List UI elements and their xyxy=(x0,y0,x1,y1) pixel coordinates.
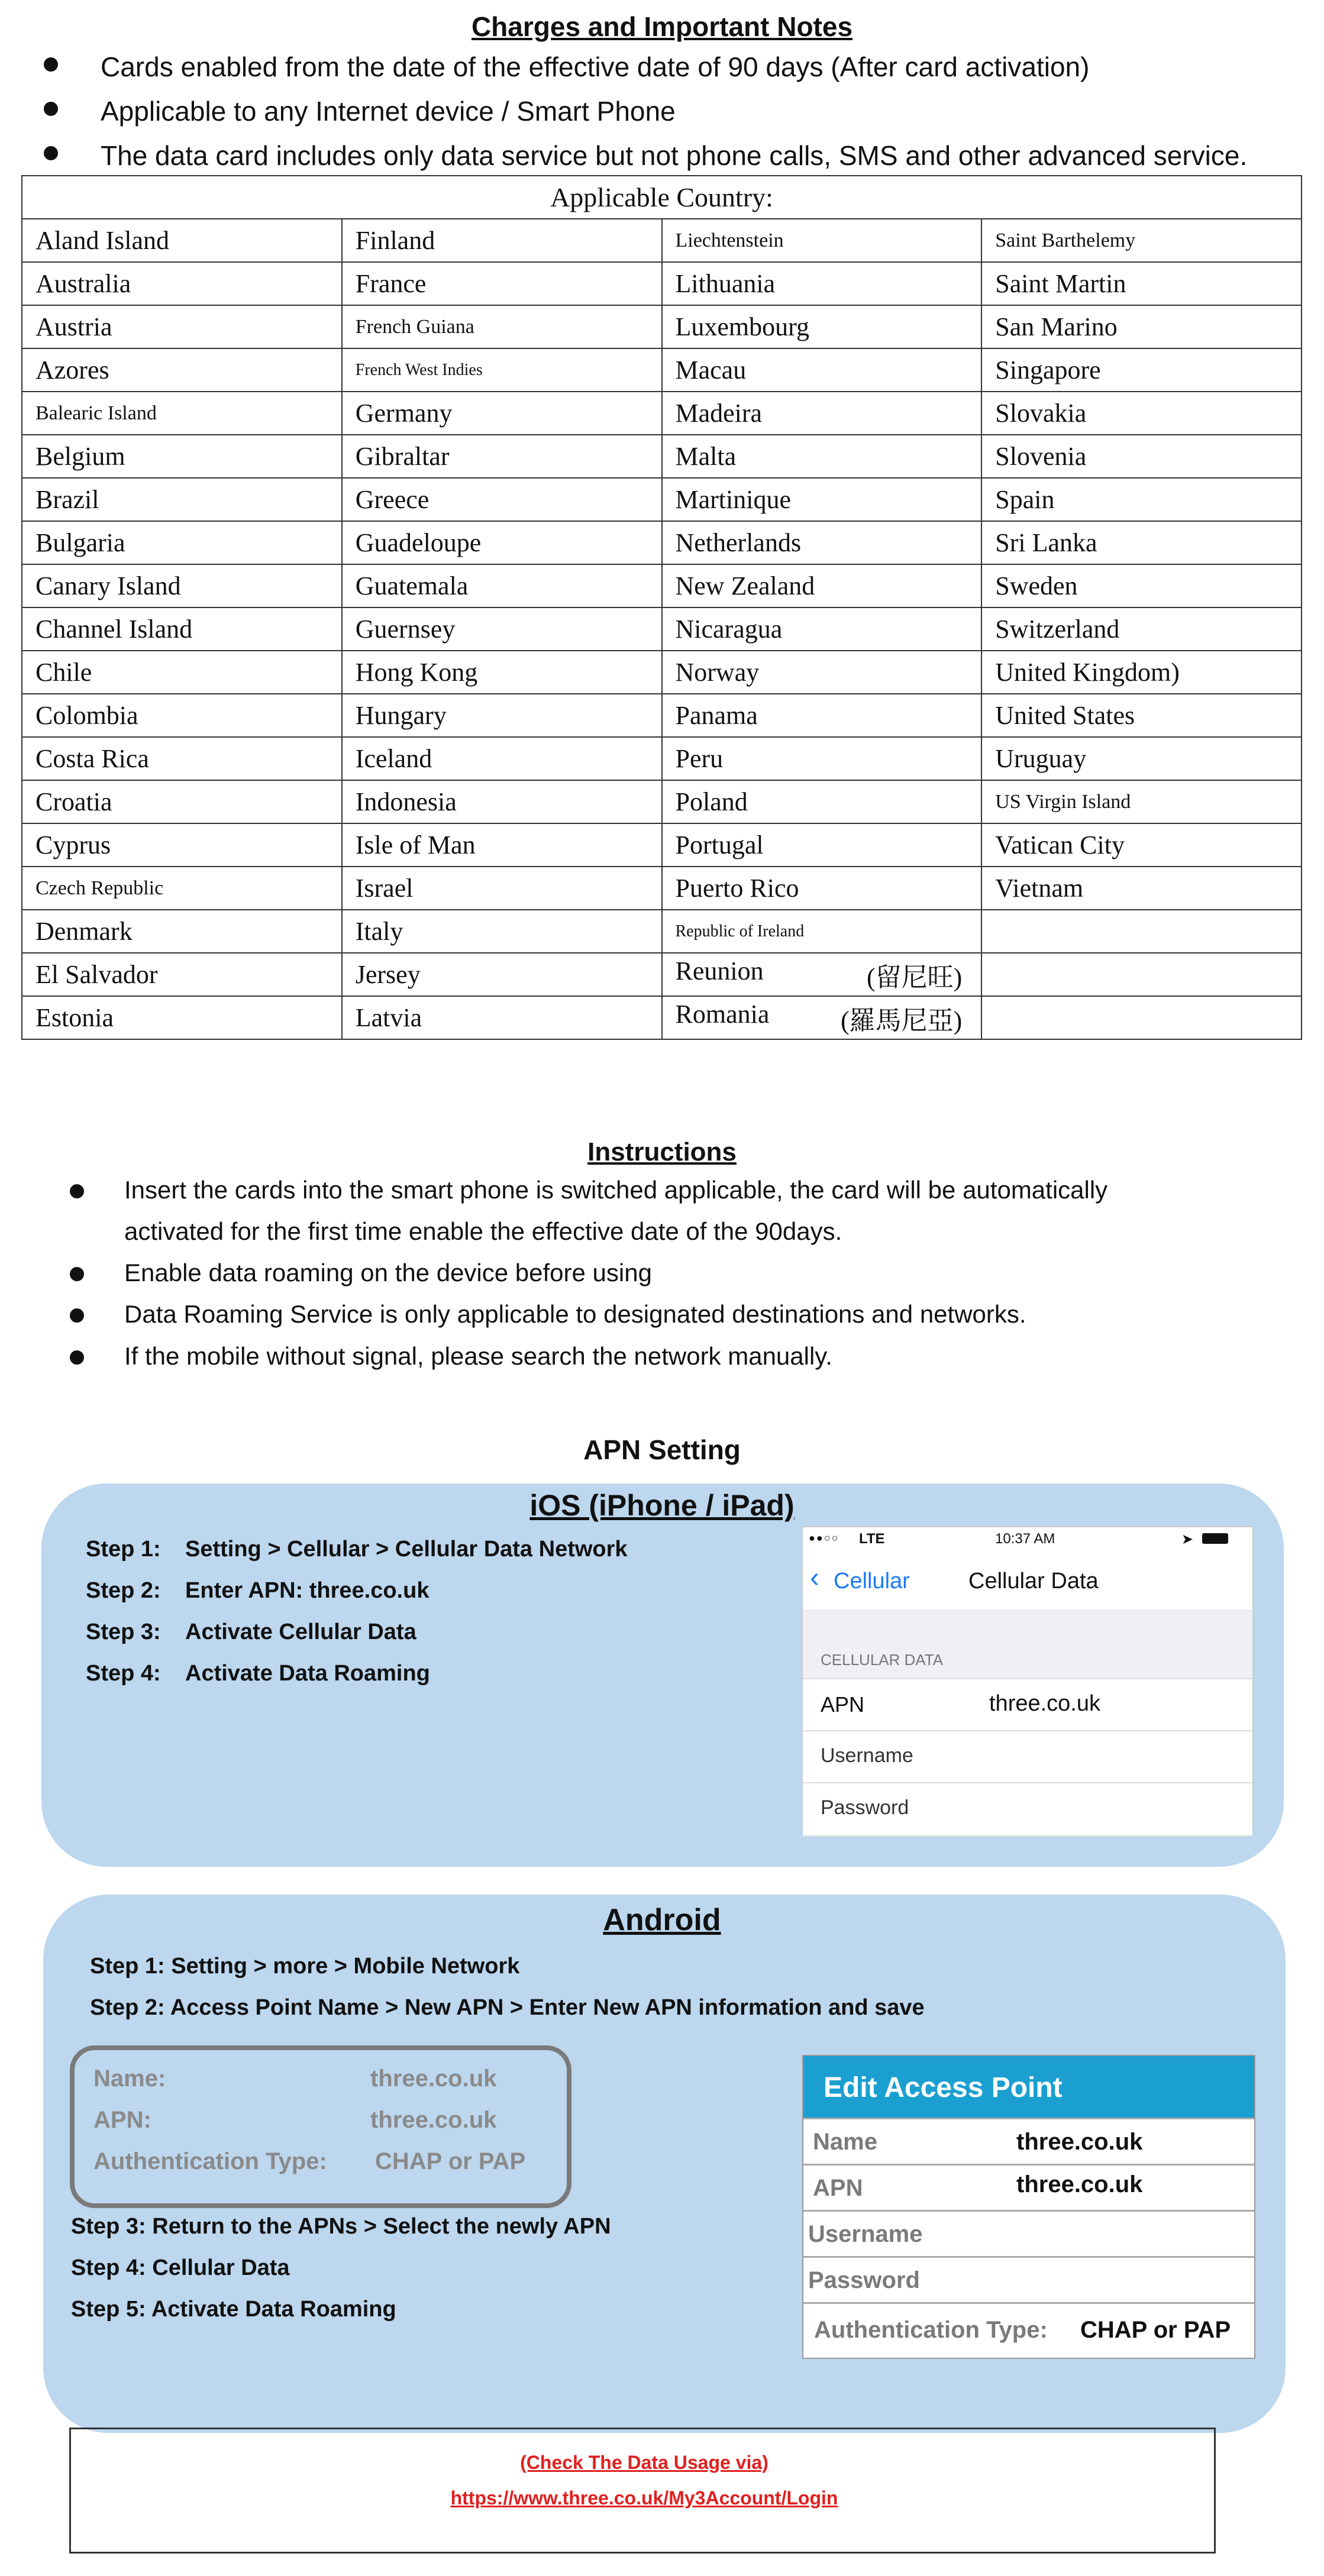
table-cell: Slovakia xyxy=(981,392,1302,435)
table-cell xyxy=(662,996,982,1039)
table-row xyxy=(22,521,1302,564)
table-cell: Luxembourg xyxy=(662,305,982,348)
data-usage-box xyxy=(69,2428,1216,2554)
step-text: Activate Data Roaming xyxy=(185,1661,430,1686)
table-cell: Brazil xyxy=(22,478,342,521)
table-row xyxy=(22,996,1302,1039)
table-cell: Colombia xyxy=(22,694,342,737)
android-step-3: Step 3: Return to the APNs > Select the newly APN xyxy=(71,2214,611,2239)
note-2: Applicable to any Internet device / Smart Phone xyxy=(101,96,676,127)
table-cell: Isle of Man xyxy=(342,823,662,867)
table-cell: El Salvador xyxy=(22,953,342,996)
android-title: Android xyxy=(603,1903,721,1937)
table-cell: Iceland xyxy=(342,737,662,780)
table-cell: Saint Martin xyxy=(981,262,1302,305)
ios-cellular-screenshot xyxy=(802,1526,1254,1830)
table-cell: Croatia xyxy=(22,780,342,823)
table-row xyxy=(22,305,1302,348)
table-cell: Guatemala xyxy=(342,564,662,607)
note-1: Cards enabled from the date of the effective date of 90 days (After card activation) xyxy=(101,51,1090,82)
table-row xyxy=(22,953,1302,996)
table-row xyxy=(22,392,1302,435)
country-name: Romania xyxy=(675,999,770,1029)
table-cell: Saint Barthelemy xyxy=(981,219,1302,262)
table-cell: Gibraltar xyxy=(342,435,662,478)
back-button[interactable]: Cellular xyxy=(834,1569,910,1594)
table-cell: Costa Rica xyxy=(22,737,342,780)
edit-name-label: Name xyxy=(813,2129,877,2155)
table-cell: New Zealand xyxy=(662,564,982,607)
bullet-icon xyxy=(70,1267,84,1281)
table-cell: Azores xyxy=(22,348,342,392)
edit-header-title: Edit Access Point xyxy=(824,2072,1063,2103)
table-cell: Guernsey xyxy=(342,607,662,651)
table-cell: United States xyxy=(981,694,1302,737)
table-row xyxy=(22,435,1302,478)
table-cell: Martinique xyxy=(662,478,982,521)
table-cell: Latvia xyxy=(342,996,662,1039)
country-table xyxy=(21,175,1302,1040)
table-row xyxy=(22,348,1302,392)
edit-auth-label: Authentication Type: xyxy=(814,2317,1048,2343)
table-cell: Austria xyxy=(22,305,342,348)
table-cell: Madeira xyxy=(662,392,982,435)
table-cell: Hungary xyxy=(342,694,662,737)
table-cell: France xyxy=(342,262,662,305)
table-cell xyxy=(662,953,982,996)
table-cell: Belgium xyxy=(22,435,342,478)
table-cell: Peru xyxy=(662,737,982,780)
carrier-label: LTE xyxy=(859,1531,885,1547)
charges-title: Charges and Important Notes xyxy=(471,11,853,42)
table-cell: Nicaragua xyxy=(662,607,982,651)
table-cell: French West Indies xyxy=(342,348,662,392)
table-cell: Aland Island xyxy=(22,219,342,262)
android-step-1: Step 1: Setting > more > Mobile Network xyxy=(90,1954,520,1979)
table-cell: Spain xyxy=(981,478,1302,521)
apn-title: APN Setting xyxy=(583,1434,741,1465)
bullet-icon xyxy=(70,1308,84,1323)
table-cell: Channel Island xyxy=(22,607,342,651)
edit-apn-row[interactable] xyxy=(803,2164,1254,2210)
table-cell: Panama xyxy=(662,694,982,737)
country-name: Reunion xyxy=(675,956,764,985)
bullet-icon xyxy=(44,57,58,72)
edit-auth-row[interactable] xyxy=(803,2302,1254,2357)
table-row xyxy=(22,867,1302,910)
table-cell: Macau xyxy=(662,348,982,392)
battery-icon xyxy=(1202,1533,1228,1544)
table-cell: Greece xyxy=(342,478,662,521)
edit-username-row[interactable] xyxy=(803,2210,1254,2256)
password-row[interactable] xyxy=(803,1782,1252,1837)
apn-info-box xyxy=(70,2045,571,2208)
table-cell: Vatican City xyxy=(981,823,1302,867)
country-cjk-name: (羅馬尼亞) xyxy=(840,1006,963,1035)
password-label: Password xyxy=(821,1796,909,1819)
bullet-icon xyxy=(70,1350,84,1365)
username-row[interactable] xyxy=(803,1730,1252,1783)
table-cell: Estonia xyxy=(22,996,342,1039)
table-row xyxy=(22,262,1302,305)
instruction-4: If the mobile without signal, please search the network manually. xyxy=(124,1342,832,1370)
edit-password-row[interactable] xyxy=(803,2256,1254,2302)
step-label: Step 3: xyxy=(86,1620,161,1644)
instruction-1-cont: activated for the first time enable the effective date of the 90days. xyxy=(124,1217,842,1245)
ios-step-2 xyxy=(86,1578,429,1604)
step-label: Step 2: xyxy=(86,1578,161,1603)
table-cell: Malta xyxy=(662,435,982,478)
info-auth-label: Authentication Type: xyxy=(93,2148,327,2174)
table-cell: Vietnam xyxy=(981,867,1302,910)
status-time: 10:37 AM xyxy=(995,1531,1055,1547)
bullet-icon xyxy=(44,146,58,160)
data-usage-link[interactable]: https://www.three.co.uk/My3Account/Login xyxy=(450,2487,838,2509)
table-row xyxy=(22,910,1302,953)
instruction-1: Insert the cards into the smart phone is switched applicable, the card will be automatically xyxy=(124,1176,1108,1204)
table-cell: Sri Lanka xyxy=(981,521,1302,564)
back-chevron-icon[interactable]: ‹ xyxy=(810,1562,819,1594)
table-cell: Canary Island xyxy=(22,564,342,607)
edit-name-row[interactable] xyxy=(803,2118,1254,2164)
table-cell: Jersey xyxy=(342,953,662,996)
nav-title: Cellular Data xyxy=(968,1569,1099,1594)
info-name-value: three.co.uk xyxy=(370,2066,497,2092)
section-label: CELLULAR DATA xyxy=(821,1651,944,1669)
edit-auth-value: CHAP or PAP xyxy=(1080,2317,1231,2343)
table-cell: Denmark xyxy=(22,910,342,953)
step-text: Setting > Cellular > Cellular Data Network xyxy=(185,1537,628,1562)
table-cell: United Kingdom) xyxy=(981,651,1302,694)
table-row xyxy=(22,219,1302,262)
table-cell: Norway xyxy=(662,651,982,694)
info-name-label: Name: xyxy=(93,2066,166,2092)
edit-header xyxy=(803,2056,1254,2118)
apn-row[interactable] xyxy=(803,1678,1252,1731)
table-cell: Sweden xyxy=(981,564,1302,607)
apn-value: three.co.uk xyxy=(989,1691,1100,1716)
ios-step-1 xyxy=(86,1537,628,1562)
instructions-title: Instructions xyxy=(587,1137,737,1166)
table-cell: Netherlands xyxy=(662,521,982,564)
ios-step-3 xyxy=(86,1620,416,1645)
location-icon: ➤ xyxy=(1181,1531,1194,1547)
ios-step-4 xyxy=(86,1661,430,1686)
edit-password-label: Password xyxy=(808,2267,920,2293)
bullet-icon xyxy=(44,102,58,116)
table-row xyxy=(22,607,1302,651)
table-cell: Bulgaria xyxy=(22,521,342,564)
table-cell xyxy=(981,910,1302,953)
instruction-2: Enable data roaming on the device before using xyxy=(124,1259,652,1287)
signal-icon: ●●○○ xyxy=(809,1532,839,1544)
table-cell: Slovenia xyxy=(981,435,1302,478)
step-text: Enter APN: three.co.uk xyxy=(185,1578,430,1603)
username-label: Username xyxy=(821,1744,913,1767)
country-table-header: Applicable Country: xyxy=(22,176,1302,219)
info-apn-value: three.co.uk xyxy=(370,2107,497,2133)
table-row xyxy=(22,694,1302,737)
table-cell: Guadeloupe xyxy=(342,521,662,564)
table-cell: Cyprus xyxy=(22,823,342,867)
instruction-3: Data Roaming Service is only applicable to designated destinations and networks. xyxy=(124,1300,1026,1328)
step-label: Step 1: xyxy=(86,1537,161,1562)
table-cell: Liechtenstein xyxy=(662,219,982,262)
table-cell: French Guiana xyxy=(342,305,662,348)
step-text: Activate Cellular Data xyxy=(185,1620,416,1644)
table-cell: Portugal xyxy=(662,823,982,867)
android-step-4: Step 4: Cellular Data xyxy=(71,2255,290,2280)
table-row xyxy=(22,478,1302,521)
table-cell: Poland xyxy=(662,780,982,823)
table-cell: Czech Republic xyxy=(22,867,342,910)
table-cell: Australia xyxy=(22,262,342,305)
android-step-5: Step 5: Activate Data Roaming xyxy=(71,2297,396,2322)
table-row xyxy=(22,564,1302,607)
table-cell: Puerto Rico xyxy=(662,867,982,910)
edit-access-point-screenshot xyxy=(802,2055,1255,2359)
table-row xyxy=(22,780,1302,823)
apn-label: APN xyxy=(821,1692,865,1717)
info-apn-label: APN: xyxy=(93,2107,151,2133)
table-cell: Switzerland xyxy=(981,607,1302,651)
edit-apn-value: three.co.uk xyxy=(1016,2171,1143,2197)
section-header xyxy=(803,1610,1252,1679)
table-row xyxy=(22,651,1302,694)
table-cell: Republic of Ireland xyxy=(662,910,982,953)
note-3: The data card includes only data service but not phone calls, SMS and other advanced service. xyxy=(101,140,1248,171)
table-cell: Indonesia xyxy=(342,780,662,823)
table-cell: Italy xyxy=(342,910,662,953)
table-cell: US Virgin Island xyxy=(981,780,1302,823)
table-cell: Israel xyxy=(342,867,662,910)
table-row xyxy=(22,823,1302,867)
ios-status-bar xyxy=(803,1527,1252,1551)
table-cell xyxy=(981,996,1302,1039)
android-step-2: Step 2: Access Point Name > New APN > Enter New APN information and save xyxy=(90,1995,925,2020)
table-row xyxy=(22,737,1302,780)
table-cell: Germany xyxy=(342,392,662,435)
data-usage-text: (Check The Data Usage via) xyxy=(520,2452,768,2473)
ios-nav-bar xyxy=(803,1551,1252,1610)
table-cell: Lithuania xyxy=(662,262,982,305)
edit-name-value: three.co.uk xyxy=(1016,2129,1143,2155)
table-cell: Chile xyxy=(22,651,342,694)
table-cell: San Marino xyxy=(981,305,1302,348)
edit-apn-label: APN xyxy=(813,2175,863,2201)
table-cell: Uruguay xyxy=(981,737,1302,780)
table-cell xyxy=(981,953,1302,996)
country-cjk-name: (留尼旺) xyxy=(866,962,963,992)
table-cell: Singapore xyxy=(981,348,1302,392)
bullet-icon xyxy=(70,1184,84,1198)
table-cell: Hong Kong xyxy=(342,651,662,694)
step-label: Step 4: xyxy=(86,1661,161,1686)
edit-username-label: Username xyxy=(808,2221,923,2247)
table-cell: Finland xyxy=(342,219,662,262)
info-auth-value: CHAP or PAP xyxy=(375,2148,526,2174)
ios-title: iOS (iPhone / iPad) xyxy=(529,1489,795,1522)
table-cell: Balearic Island xyxy=(22,392,342,435)
